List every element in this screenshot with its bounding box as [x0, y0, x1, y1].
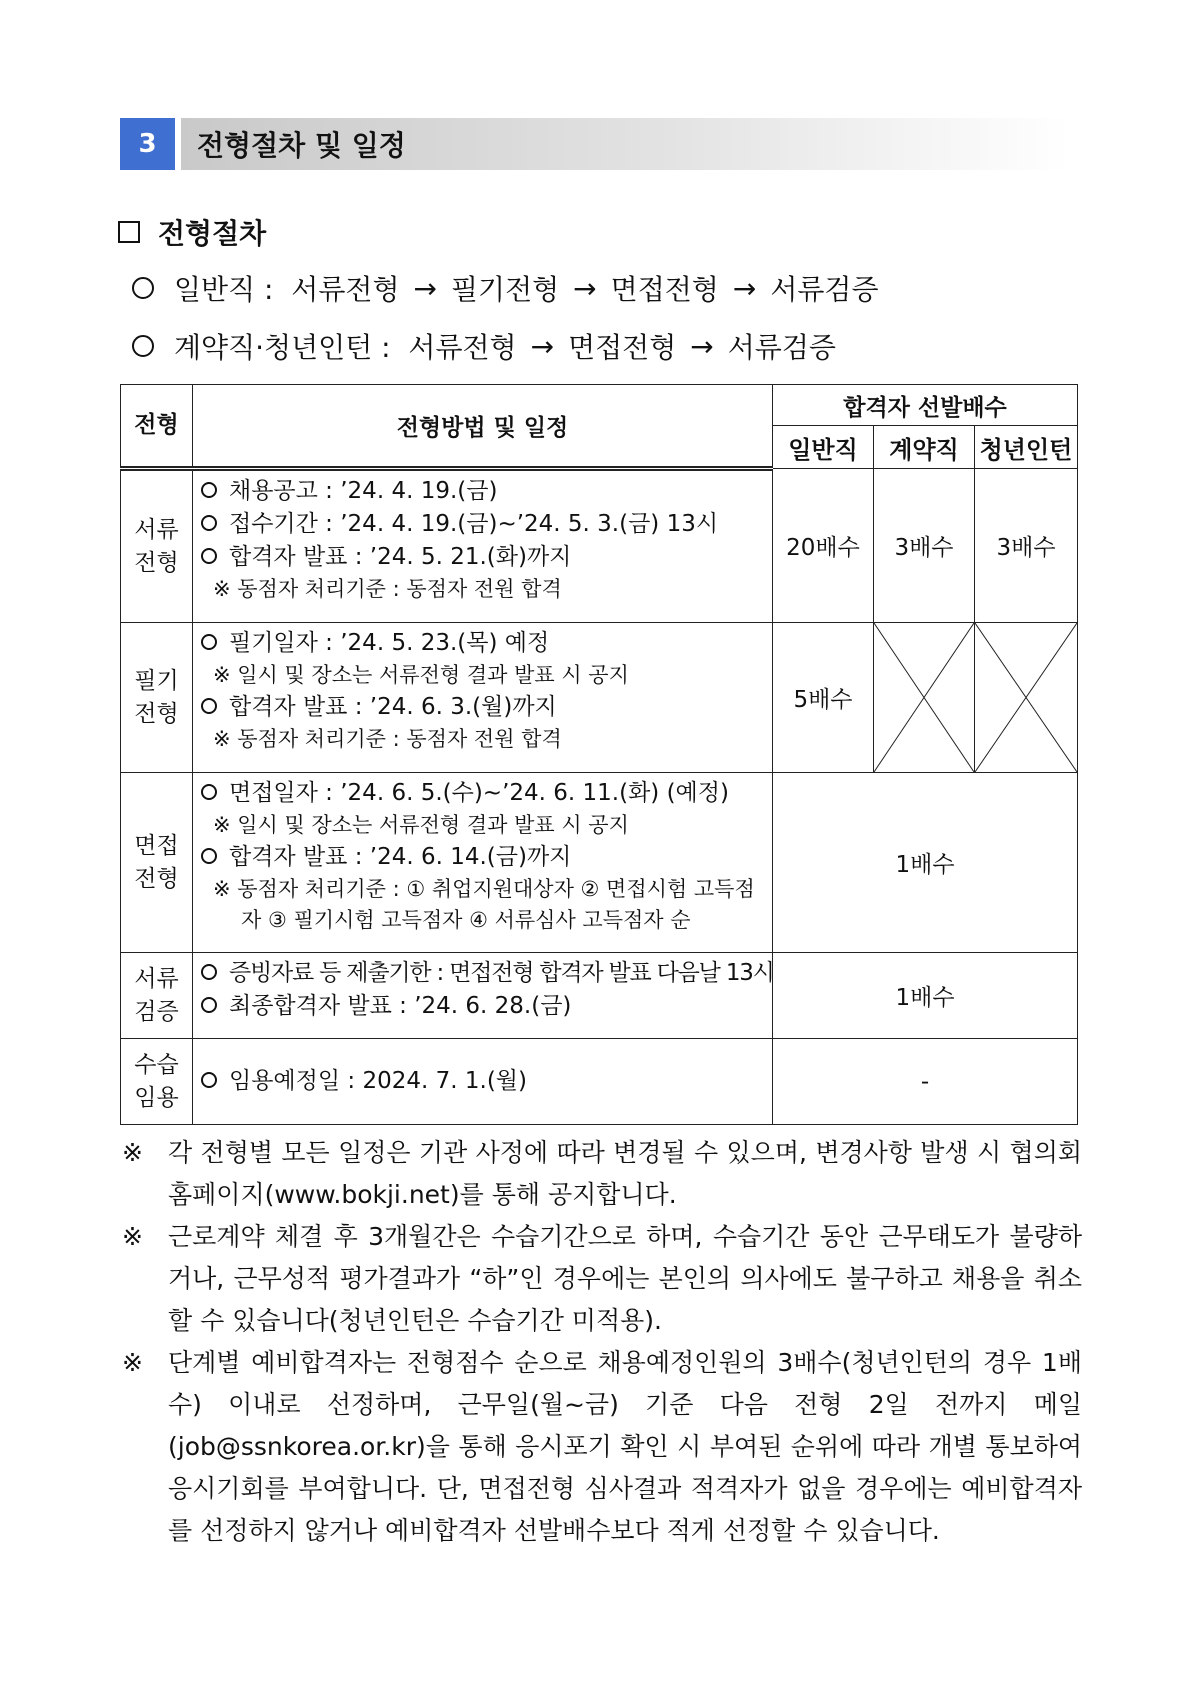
- flow-step: 서류검증: [770, 273, 879, 306]
- method-line: 면접일자 : ’24. 6. 5.(수)~’24. 6. 11.(화) (예정): [201, 777, 766, 810]
- circle-bullet-icon: [201, 634, 217, 650]
- note-text: 단계별 예비합격자는 전형점수 순으로 채용예정인원의 3배수(청년인턴의 경우 1배수) 이내로 선정하며, 근무일(월~금) 기준 다음 전형 2일 전까지 메일(job@ssnkorea.or.kr)을 통해 응시포기 확인 시 부여된 순위에 따라 개별 통보하여 응시기회를 부여합니다. 단, 면접전형 심사결과 적격자가 없을 경우에는 예비합격자를 선정하지 않거나 예비합격자 선발배수보다 적게 선정할 수 있습니다.: [168, 1348, 1082, 1545]
- header-general: 일반직: [773, 426, 874, 469]
- arrow-right-icon: →: [530, 329, 555, 363]
- header-selection: 합격자 선발배수: [773, 385, 1078, 426]
- header-intern: 청년인턴: [975, 426, 1078, 469]
- circle-bullet-icon: [132, 335, 154, 357]
- circle-bullet-icon: [201, 848, 217, 864]
- flow-step: 면접전형: [568, 331, 677, 364]
- flow-label: 계약직·청년인턴 :: [174, 331, 391, 364]
- intern-value: 3배수: [975, 469, 1078, 623]
- method-line: 합격자 발표 : ’24. 5. 21.(화)까지: [201, 541, 766, 574]
- table-row: [121, 1039, 1078, 1125]
- procedure-heading: [118, 212, 266, 252]
- section-number: 3: [120, 118, 175, 170]
- circle-bullet-icon: [132, 277, 154, 299]
- method-cell: [193, 953, 773, 1039]
- circle-bullet-icon: [201, 698, 217, 714]
- flow-step: 필기전형: [450, 273, 560, 306]
- all-value: 1배수: [773, 953, 1078, 1039]
- method-note: ※ 동점자 처리기준 : 동점자 전원 합격: [213, 727, 562, 751]
- method-line: 합격자 발표 : ’24. 6. 14.(금)까지: [201, 841, 766, 874]
- flow-label: 일반직 :: [174, 273, 274, 306]
- stage-label: 임용: [134, 1084, 179, 1111]
- stage-label: 필기: [134, 667, 179, 694]
- reference-mark-icon: ※: [122, 1138, 143, 1167]
- cross-out-icon: [874, 623, 974, 772]
- cross-out-icon: [975, 623, 1077, 772]
- note-text: 각 전형별 모든 일정은 기관 사정에 따라 변경될 수 있으며, 변경사항 발생 시 협의회 홈페이지(www.bokji.net)를 통해 공지합니다.: [168, 1138, 1082, 1209]
- circle-bullet-icon: [201, 1072, 217, 1088]
- stage-label: 수습: [134, 1051, 179, 1078]
- procedure-heading-text: 전형절차: [158, 217, 267, 250]
- general-value: 5배수: [773, 623, 874, 773]
- flow-contract-intern: [132, 326, 836, 366]
- stage-label: 서류: [134, 965, 179, 992]
- stage-label: 서류: [134, 516, 179, 543]
- notes-list: [122, 1132, 1082, 1552]
- circle-bullet-icon: [201, 482, 217, 498]
- stage-cell: [121, 773, 193, 953]
- method-cell: [193, 469, 773, 623]
- table-row: [121, 469, 1078, 623]
- header-method: 전형방법 및 일정: [193, 385, 773, 469]
- stage-label: 전형: [134, 865, 179, 892]
- method-note: ※ 동점자 처리기준 : 동점자 전원 합격: [213, 577, 562, 601]
- stage-cell: [121, 623, 193, 773]
- not-applicable-cell: [874, 623, 975, 773]
- all-value: 1배수: [773, 773, 1078, 953]
- method-note: 자 ③ 필기시험 고득점자 ④ 서류심사 고득점자 순: [241, 908, 691, 932]
- section-header: [120, 118, 1070, 170]
- square-bullet-icon: [118, 221, 140, 243]
- circle-bullet-icon: [201, 964, 217, 980]
- schedule-table: [120, 384, 1078, 1125]
- method-line: 임용예정일 : 2024. 7. 1.(월): [201, 1065, 766, 1098]
- table-row: [121, 773, 1078, 953]
- header-stage: 전형: [121, 385, 193, 469]
- method-line: 접수기간 : ’24. 4. 19.(금)~’24. 5. 3.(금) 13시: [201, 508, 766, 541]
- stage-label: 검증: [134, 998, 179, 1025]
- method-note: ※ 동점자 처리기준 : ① 취업지원대상자 ② 면접시험 고득점: [213, 877, 755, 901]
- method-line: 필기일자 : ’24. 5. 23.(목) 예정: [201, 627, 766, 660]
- arrow-right-icon: →: [732, 271, 757, 305]
- flow-step: 서류전형: [291, 273, 400, 306]
- method-line: 채용공고 : ’24. 4. 19.(금): [201, 475, 766, 508]
- flow-general: [132, 268, 879, 308]
- circle-bullet-icon: [201, 997, 217, 1013]
- stage-label: 면접: [134, 832, 179, 859]
- circle-bullet-icon: [201, 515, 217, 531]
- section-title: 전형절차 및 일정: [181, 118, 1070, 170]
- stage-cell: [121, 469, 193, 623]
- header-contract: 계약직: [874, 426, 975, 469]
- stage-cell: [121, 953, 193, 1039]
- note-item: [122, 1216, 1082, 1342]
- stage-label: 전형: [134, 700, 179, 727]
- general-value: 20배수: [773, 469, 874, 623]
- note-item: [122, 1132, 1082, 1216]
- stage-cell: [121, 1039, 193, 1125]
- method-note: ※ 일시 및 장소는 서류전형 결과 발표 시 공지: [213, 663, 629, 687]
- circle-bullet-icon: [201, 548, 217, 564]
- contract-value: 3배수: [874, 469, 975, 623]
- stage-label: 전형: [134, 549, 179, 576]
- arrow-right-icon: →: [413, 271, 437, 305]
- reference-mark-icon: ※: [122, 1222, 143, 1251]
- flow-step: 면접전형: [610, 273, 719, 306]
- arrow-right-icon: →: [573, 271, 597, 305]
- method-line: 합격자 발표 : ’24. 6. 3.(월)까지: [201, 691, 766, 724]
- table-row: [121, 623, 1078, 773]
- method-line: 최종합격자 발표 : ’24. 6. 28.(금): [201, 990, 766, 1023]
- note-item: [122, 1342, 1082, 1552]
- method-note: ※ 일시 및 장소는 서류전형 결과 발표 시 공지: [213, 813, 629, 837]
- flow-step: 서류전형: [408, 331, 517, 364]
- flow-step: 서류검증: [727, 331, 836, 364]
- method-cell: [193, 623, 773, 773]
- table-row: [121, 953, 1078, 1039]
- method-line: 증빙자료 등 제출기한 : 면접전형 합격자 발표 다음날 13시: [201, 957, 766, 990]
- circle-bullet-icon: [201, 784, 217, 800]
- method-cell: [193, 773, 773, 953]
- arrow-right-icon: →: [690, 329, 714, 363]
- reference-mark-icon: ※: [122, 1348, 143, 1377]
- note-text: 근로계약 체결 후 3개월간은 수습기간으로 하며, 수습기간 동안 근무태도가 불량하거나, 근무성적 평가결과가 “하”인 경우에는 본인의 의사에도 불구하고 채용을 취소할 수 있습니다(청년인턴은 수습기간 미적용).: [168, 1222, 1082, 1335]
- not-applicable-cell: [975, 623, 1078, 773]
- method-cell: [193, 1039, 773, 1125]
- all-value: -: [773, 1039, 1078, 1125]
